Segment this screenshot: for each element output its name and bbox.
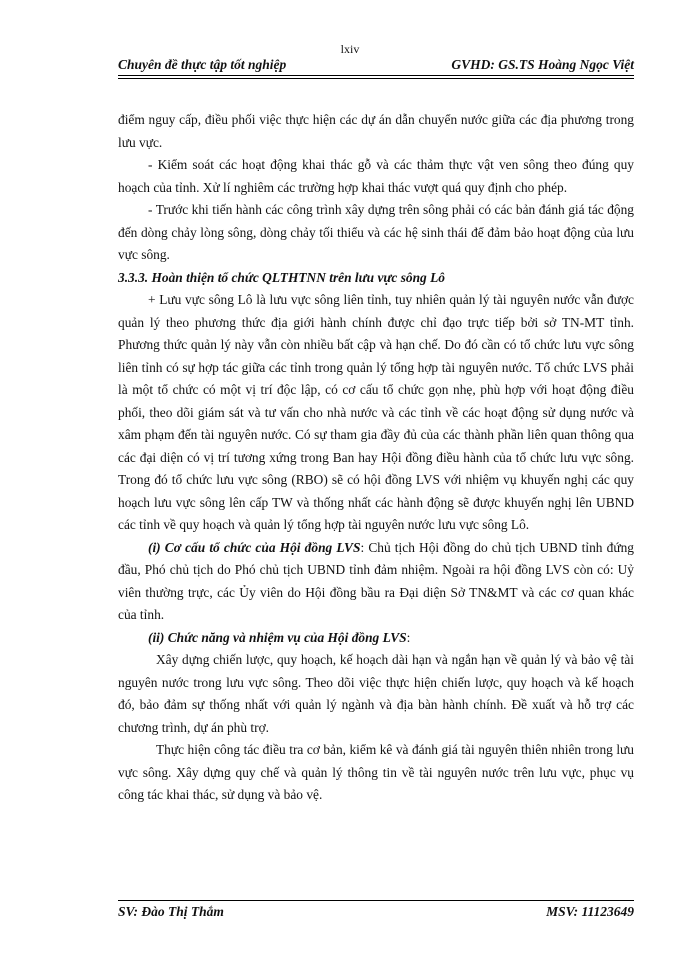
section-heading: 3.3.3. Hoàn thiện tổ chức QLTHTNN trên lưu vực sông Lô [118, 269, 445, 285]
paragraph-council-structure [118, 537, 634, 627]
council-structure-label: (i) Cơ cấu tổ chức của Hội đồng LVS [148, 539, 361, 555]
footer-divider [118, 900, 634, 901]
paragraph-survey: Thực hiện công tác điều tra cơ bản, kiểm kê và đánh giá tài nguyên thiên nhiên trong lưu vực sông. Xây dựng quy chế và quản lý thông tin về tài nguyên nước trên lưu vực, phục vụ công tác khai thác, sử dụng và bảo vệ. [118, 742, 634, 802]
header-divider [118, 78, 634, 79]
council-functions-colon: : [406, 629, 411, 645]
page-header [118, 57, 634, 76]
page-number: lxiv [340, 42, 360, 56]
paragraph-basin-organization: + Lưu vực sông Lô là lưu vực sông liên tỉnh, tuy nhiên quản lý tài nguyên nước vẫn được quản lý theo phương thức địa giới hành chính được chỉ đạo trực tiếp bởi sở TN-MT tỉnh. Phương thức quản lý này vẫn còn nhiều bất cập và hạn chế. Do đó cần có tổ chức lưu vực sông liên tỉnh có sự hợp tác giữa các tỉnh trong quản lý tổng hợp tài nguyên nước. Tổ chức LVS phải là một tổ chức có một vị trí độc lập, có cơ cấu tổ chức gọn nhẹ, phù hợp với hoạt động điều phối, theo dõi giám sát và tư vấn cho nhà nước và các tỉnh về các hoạt động sử dụng nước và xâm phạm đến tài nguyên nước. Có sự tham gia đầy đủ của các thành phần liên quan thông qua các đại diện có vị trí tương xứng trong Ban hay Hội đồng điều hành của tổ chức lưu vực sông. Trong đó tổ chức lưu vực sông (RBO) sẽ có hội đồng LVS với nhiệm vụ khuyến nghị các quy hoạch lưu vực sông lên cấp TW và thống nhất các hành động sẽ được khuyến nghị lên UBND các tỉnh về quy hoạch và quản lý tổng hợp tài nguyên nước lưu vực sông Lô. [118, 292, 634, 532]
paragraph-impact-assessment: - Trước khi tiến hành các công trình xây dựng trên sông phải có các bản đánh giá tác động đến dòng chảy lòng sông, dòng chảy tối thiểu và các hệ sinh thái để đảm bảo hoạt động của lưu vực sông. [118, 202, 634, 262]
header-advisor: GVHD: GS.TS Hoàng Ngọc Việt [451, 57, 634, 72]
council-structure-text: : Chủ tịch Hội đồng do chủ tịch UBND tỉnh đứng đầu, Phó chủ tịch do Phó chủ tịch UBND tỉnh đảm nhiệm. Ngoài ra hội đồng LVS còn có: Uỷ viên thường trực, các Ủy viên do Hội đồng bầu ra Đại diện Sở TN&MT và các cơ quan khác của tỉnh. [118, 539, 634, 622]
footer-student-id: MSV: 11123649 [546, 904, 634, 919]
document-body [118, 109, 634, 807]
council-functions-label: (ii) Chức năng và nhiệm vụ của Hội đồng LVS [148, 629, 407, 645]
paragraph-council-functions [118, 627, 634, 650]
paragraph-strategy: Xây dựng chiến lược, quy hoạch, kế hoạch dài hạn và ngắn hạn về quản lý và bảo vệ tài nguyên nước trong lưu vực sông. Theo dõi việc thực hiện chiến lược, quy hoạch và kế hoạch đó, bảo đảm sự thống nhất với quản lý ngành và địa bàn hành chính. Đề xuất và hỗ trợ các chương trình, dự án phù trợ. [118, 652, 634, 735]
paragraph-logging-control: - Kiểm soát các hoạt động khai thác gỗ và các thảm thực vật ven sông theo đúng quy hoạch của tỉnh. Xử lí nghiêm các trường hợp khai thác vượt quá quy định cho phép. [118, 157, 634, 195]
header-title: Chuyên đề thực tập tốt nghiệp [118, 57, 287, 72]
page-footer [118, 904, 634, 922]
paragraph-continuation: điểm nguy cấp, điều phối việc thực hiện các dự án dẫn chuyển nước giữa các địa phương trong lưu vực. [118, 112, 634, 150]
footer-student: SV: Đào Thị Thắm [118, 904, 224, 919]
